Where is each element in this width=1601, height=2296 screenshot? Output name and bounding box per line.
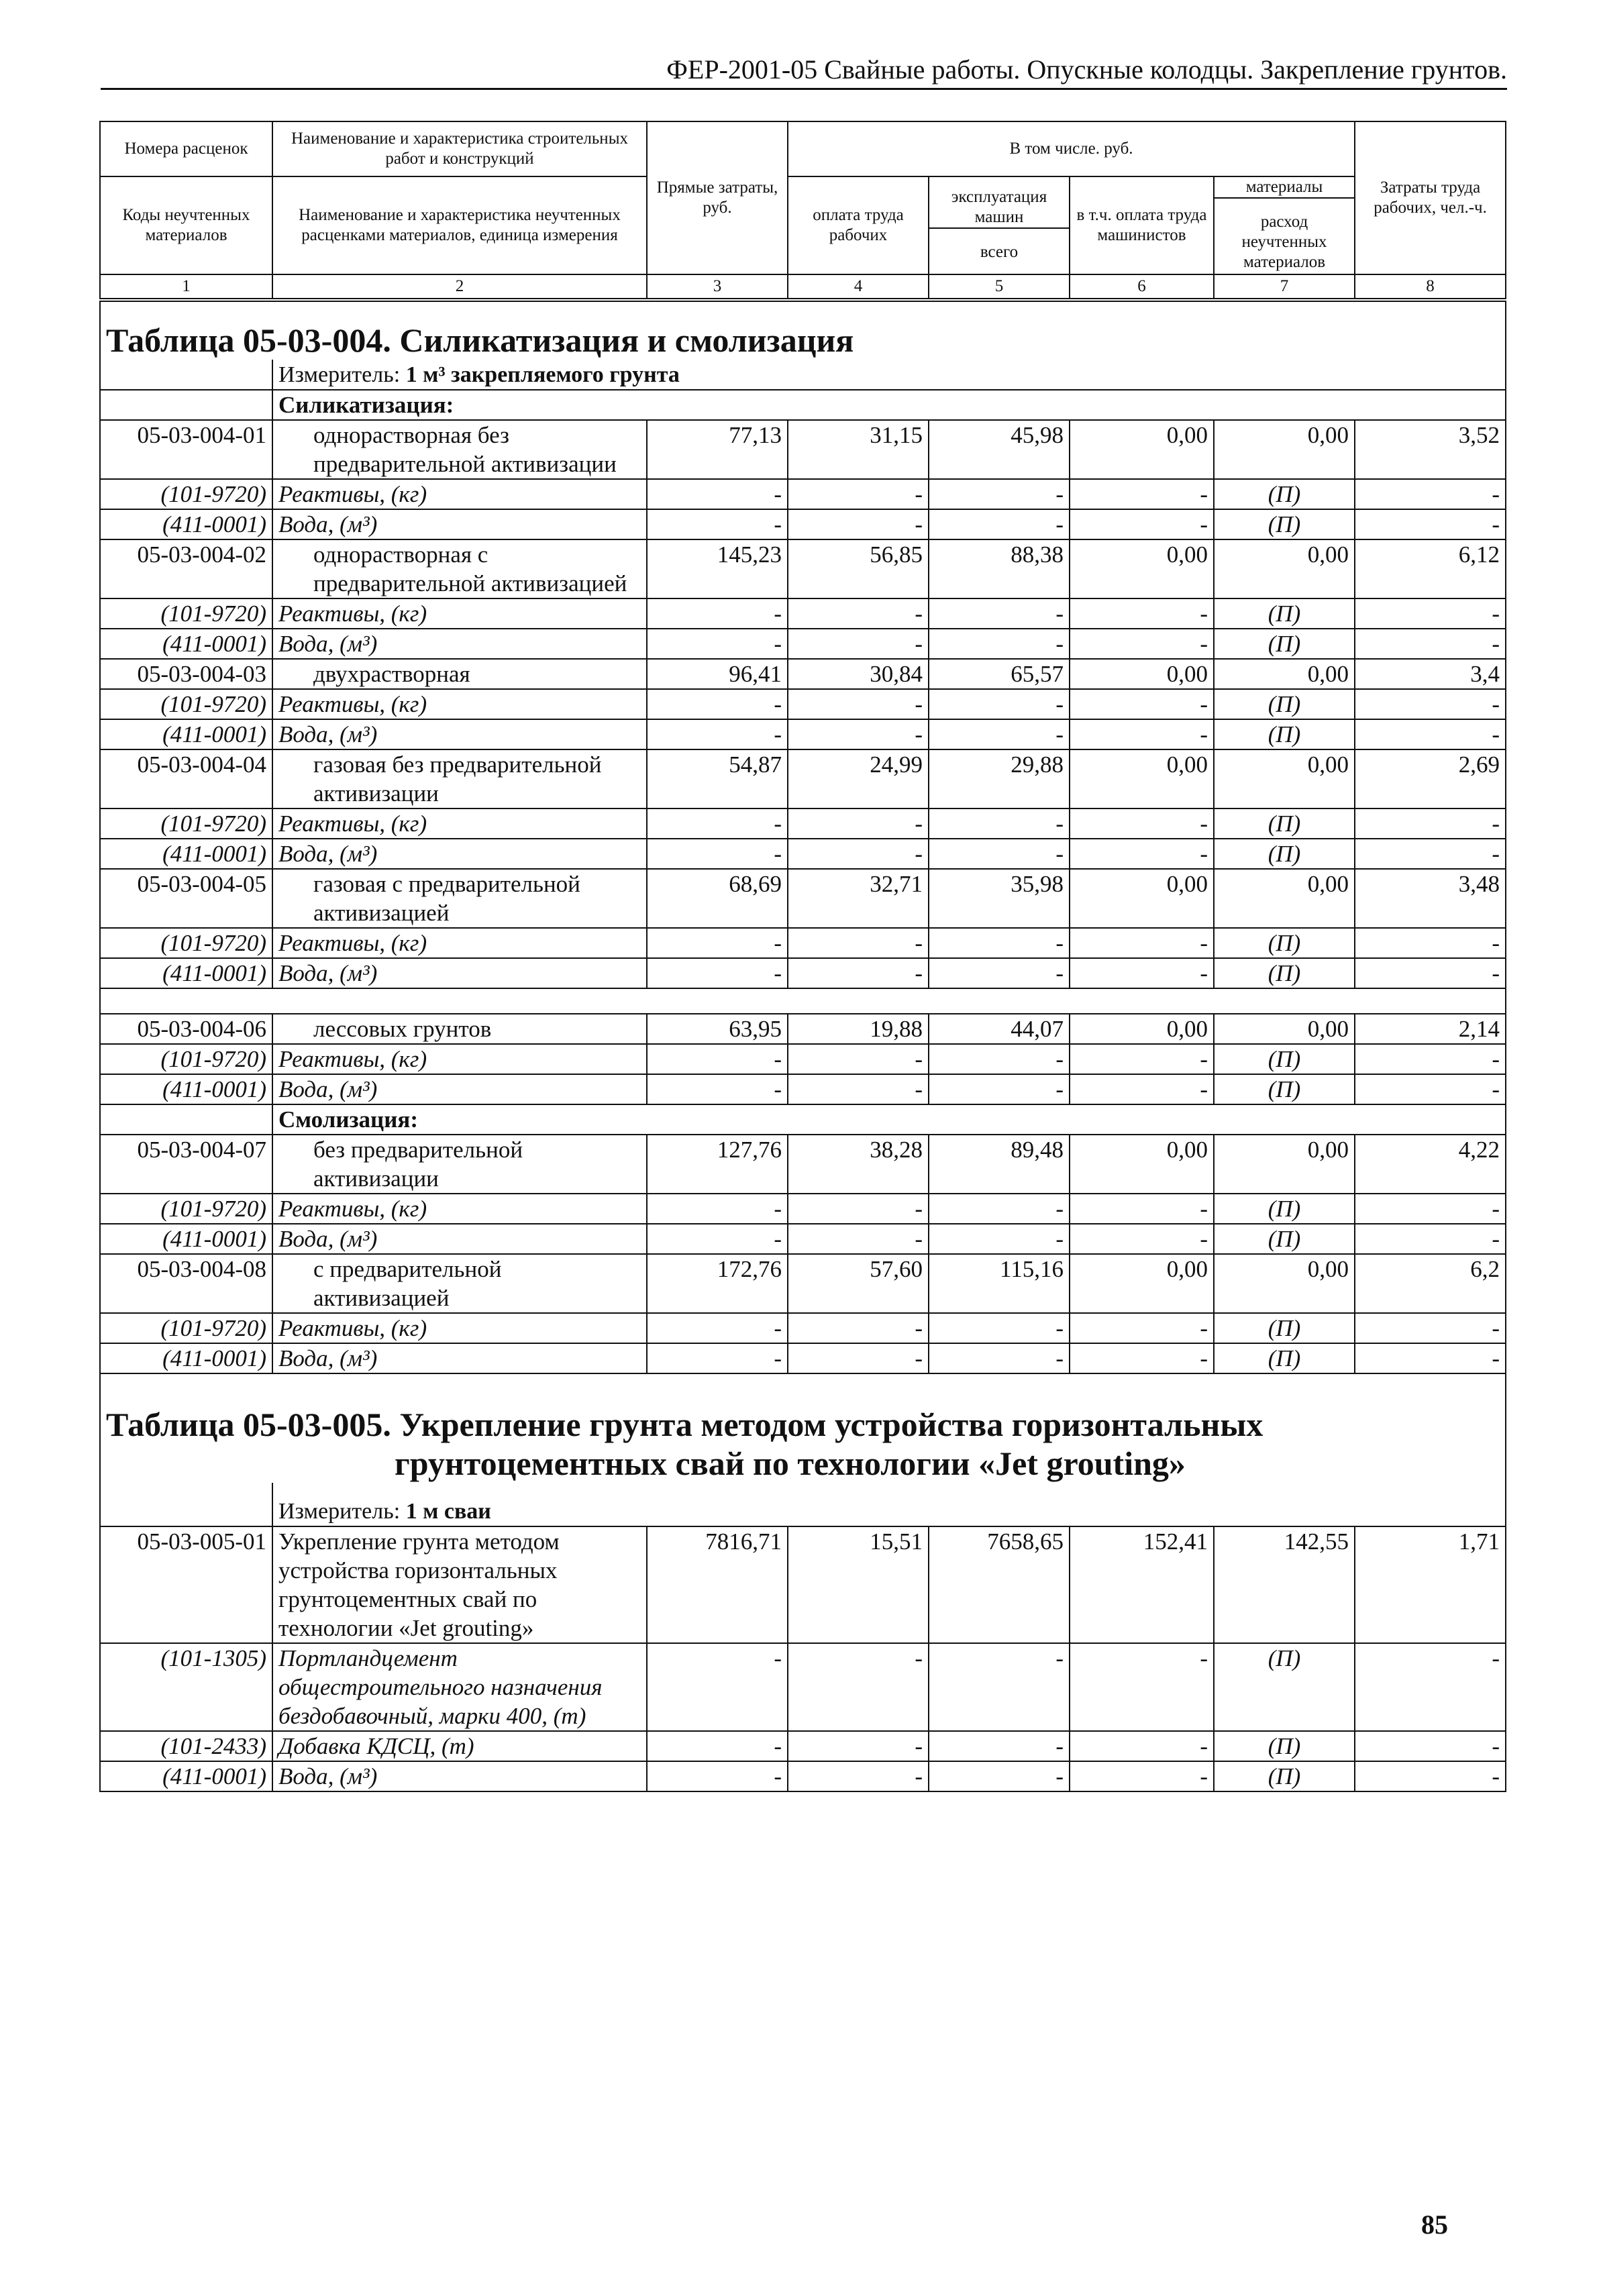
value-cell: 0,00 xyxy=(1214,539,1355,598)
material-code: (411-0001) xyxy=(100,1761,272,1791)
dash-cell: - xyxy=(929,1044,1070,1074)
value-cell: 32,71 xyxy=(788,869,929,928)
dash-cell: - xyxy=(647,1731,788,1761)
dash-cell: - xyxy=(1355,1044,1506,1074)
dash-cell: - xyxy=(647,1343,788,1373)
material-code: (411-0001) xyxy=(100,719,272,749)
value-cell: 0,00 xyxy=(1070,749,1214,808)
dash-cell: - xyxy=(929,1343,1070,1373)
rate-code: 05-03-004-08 xyxy=(100,1254,272,1313)
price-table xyxy=(99,301,1506,1792)
value-cell: 68,69 xyxy=(647,869,788,928)
running-header: ФЕР-2001-05 Свайные работы. Опускные колодцы. Закрепление грунтов. xyxy=(101,54,1507,90)
value-cell: 0,00 xyxy=(1214,659,1355,689)
rate-code: 05-03-004-07 xyxy=(100,1135,272,1194)
dash-cell: - xyxy=(647,1194,788,1224)
value-cell: 0,00 xyxy=(1214,1135,1355,1194)
materials-header: материалы xyxy=(1215,177,1354,199)
p-cell: (П) xyxy=(1214,479,1355,509)
material-code: (101-9720) xyxy=(100,808,272,839)
material-code: (101-9720) xyxy=(100,689,272,719)
group-header: В том числе. руб. xyxy=(788,121,1355,176)
dash-cell: - xyxy=(647,808,788,839)
rate-name: однорастворная без предварительной активизации xyxy=(272,420,647,479)
value-cell: 172,76 xyxy=(647,1254,788,1313)
rate-name: лессовых грунтов xyxy=(272,1014,647,1044)
dash-cell: - xyxy=(1355,958,1506,988)
material-code: (411-0001) xyxy=(100,958,272,988)
dash-cell: - xyxy=(1070,509,1214,539)
dash-cell: - xyxy=(1070,689,1214,719)
dash-cell: - xyxy=(1070,1761,1214,1791)
dash-cell: - xyxy=(929,479,1070,509)
material-name: Вода, (м³) xyxy=(272,958,647,988)
value-cell: 45,98 xyxy=(929,420,1070,479)
p-cell: (П) xyxy=(1214,958,1355,988)
dash-cell: - xyxy=(1070,1044,1214,1074)
value-cell: 57,60 xyxy=(788,1254,929,1313)
dash-cell: - xyxy=(1355,479,1506,509)
dash-cell: - xyxy=(1355,1224,1506,1254)
dash-cell: - xyxy=(1355,1074,1506,1104)
material-name: Вода, (м³) xyxy=(272,509,647,539)
dash-cell: - xyxy=(1355,1731,1506,1761)
material-name: Добавка КДСЦ, (т) xyxy=(272,1731,647,1761)
value-cell: 7816,71 xyxy=(647,1526,788,1643)
dash-cell: - xyxy=(1070,479,1214,509)
rate-name: двухрастворная xyxy=(272,659,647,689)
p-cell: (П) xyxy=(1214,1343,1355,1373)
dash-cell: - xyxy=(929,928,1070,958)
dash-cell: - xyxy=(1070,808,1214,839)
material-name: Вода, (м³) xyxy=(272,629,647,659)
dash-cell: - xyxy=(788,1313,929,1343)
dash-cell: - xyxy=(1355,1313,1506,1343)
material-code: (101-9720) xyxy=(100,1044,272,1074)
dash-cell: - xyxy=(647,689,788,719)
material-name: Портландцемент общестроительного назначения бездобавочный, марки 400, (т) xyxy=(272,1643,647,1731)
dash-cell: - xyxy=(929,719,1070,749)
value-cell: 65,57 xyxy=(929,659,1070,689)
value-cell: 6,2 xyxy=(1355,1254,1506,1313)
dash-cell: - xyxy=(788,509,929,539)
dash-cell: - xyxy=(1070,1731,1214,1761)
dash-cell: - xyxy=(647,1313,788,1343)
p-cell: (П) xyxy=(1214,1194,1355,1224)
dash-cell: - xyxy=(788,1761,929,1791)
dash-cell: - xyxy=(929,839,1070,869)
dash-cell: - xyxy=(929,598,1070,629)
material-code: (411-0001) xyxy=(100,1224,272,1254)
value-cell: 77,13 xyxy=(647,420,788,479)
table2-title-cell xyxy=(100,1373,1506,1483)
dash-cell: - xyxy=(788,1343,929,1373)
material-code: (411-0001) xyxy=(100,629,272,659)
value-cell: 0,00 xyxy=(1070,659,1214,689)
value-cell: 152,41 xyxy=(1070,1526,1214,1643)
material-name: Реактивы, (кг) xyxy=(272,598,647,629)
table2-title-line1: Таблица 05-03-005. Укрепление грунта методом устройства горизонтальных xyxy=(106,1406,1263,1443)
material-name: Реактивы, (кг) xyxy=(272,479,647,509)
dash-cell: - xyxy=(788,1643,929,1731)
p-cell: (П) xyxy=(1214,1643,1355,1731)
dash-cell: - xyxy=(1070,1643,1214,1731)
dash-cell: - xyxy=(1070,1074,1214,1104)
table1-title: Таблица 05-03-004. Силикатизация и смолизация xyxy=(106,321,854,359)
col4-header: оплата труда рабочих xyxy=(788,176,929,274)
value-cell: 0,00 xyxy=(1070,1135,1214,1194)
col8-header: Затраты труда рабочих, чел.-ч. xyxy=(1355,121,1506,274)
value-cell: 4,22 xyxy=(1355,1135,1506,1194)
material-name: Реактивы, (кг) xyxy=(272,1313,647,1343)
p-cell: (П) xyxy=(1214,689,1355,719)
material-code: (101-1305) xyxy=(100,1643,272,1731)
table2-measure: Измеритель: 1 м сваи xyxy=(272,1483,1506,1526)
dash-cell: - xyxy=(788,1731,929,1761)
dash-cell: - xyxy=(1070,839,1214,869)
value-cell: 6,12 xyxy=(1355,539,1506,598)
dash-cell: - xyxy=(788,1224,929,1254)
col3-header: Прямые затраты, руб. xyxy=(647,121,788,274)
rate-name: газовая с предварительной активизацией xyxy=(272,869,647,928)
column-header-table xyxy=(99,121,1506,299)
material-name: Реактивы, (кг) xyxy=(272,689,647,719)
material-code: (411-0001) xyxy=(100,509,272,539)
material-code: (101-9720) xyxy=(100,479,272,509)
col-num-3: 3 xyxy=(647,274,788,299)
value-cell: 30,84 xyxy=(788,659,929,689)
material-code: (101-9720) xyxy=(100,598,272,629)
value-cell: 3,48 xyxy=(1355,869,1506,928)
value-cell: 0,00 xyxy=(1070,869,1214,928)
material-code: (411-0001) xyxy=(100,839,272,869)
dash-cell: - xyxy=(929,958,1070,988)
p-cell: (П) xyxy=(1214,509,1355,539)
dash-cell: - xyxy=(788,958,929,988)
dash-cell: - xyxy=(929,1761,1070,1791)
p-cell: (П) xyxy=(1214,629,1355,659)
material-code: (101-9720) xyxy=(100,1194,272,1224)
dash-cell: - xyxy=(788,689,929,719)
value-cell: 145,23 xyxy=(647,539,788,598)
table2-title-line2: грунтоцементных свай по технологии «Jet grouting» xyxy=(395,1445,1186,1482)
value-cell: 1,71 xyxy=(1355,1526,1506,1643)
dash-cell: - xyxy=(1070,958,1214,988)
material-code: (101-9720) xyxy=(100,1313,272,1343)
col-num-1: 1 xyxy=(100,274,272,299)
value-cell: 24,99 xyxy=(788,749,929,808)
col-num-4: 4 xyxy=(788,274,929,299)
p-cell: (П) xyxy=(1214,1731,1355,1761)
p-cell: (П) xyxy=(1214,808,1355,839)
rate-name: однорастворная с предварительной активизацией xyxy=(272,539,647,598)
col-num-8: 8 xyxy=(1355,274,1506,299)
dash-cell: - xyxy=(647,839,788,869)
p-cell: (П) xyxy=(1214,839,1355,869)
value-cell: 0,00 xyxy=(1070,539,1214,598)
dash-cell: - xyxy=(1355,1194,1506,1224)
dash-cell: - xyxy=(1355,1343,1506,1373)
dash-cell: - xyxy=(647,598,788,629)
dash-cell: - xyxy=(1355,808,1506,839)
dash-cell: - xyxy=(788,719,929,749)
value-cell: 54,87 xyxy=(647,749,788,808)
value-cell: 2,69 xyxy=(1355,749,1506,808)
value-cell: 127,76 xyxy=(647,1135,788,1194)
material-name: Реактивы, (кг) xyxy=(272,1194,647,1224)
p-cell: (П) xyxy=(1214,1224,1355,1254)
rate-code: 05-03-004-06 xyxy=(100,1014,272,1044)
p-cell: (П) xyxy=(1214,1044,1355,1074)
col5-header: эксплуатация машин всего xyxy=(929,176,1070,274)
value-cell: 0,00 xyxy=(1214,1014,1355,1044)
col1-top-header: Номера расценок xyxy=(100,121,272,176)
dash-cell: - xyxy=(788,928,929,958)
material-code: (101-9720) xyxy=(100,928,272,958)
col1-bottom-header: Коды неучтенных материалов xyxy=(100,176,272,274)
dash-cell: - xyxy=(929,629,1070,659)
value-cell: 56,85 xyxy=(788,539,929,598)
material-name: Вода, (м³) xyxy=(272,1224,647,1254)
p-cell: (П) xyxy=(1214,719,1355,749)
material-code: (411-0001) xyxy=(100,1074,272,1104)
p-cell: (П) xyxy=(1214,1074,1355,1104)
group-silicatization: Силикатизация: xyxy=(272,390,1506,420)
col2-bottom-header: Наименование и характеристика неучтенных расценками материалов, единица измерения xyxy=(272,176,647,274)
table1-measure: Измеритель: 1 м³ закрепляемого грунта xyxy=(272,360,1506,390)
dash-cell: - xyxy=(929,689,1070,719)
value-cell: 0,00 xyxy=(1070,1014,1214,1044)
col7-header: материалы расход неучтенных материалов xyxy=(1214,176,1355,274)
material-name: Вода, (м³) xyxy=(272,719,647,749)
dash-cell: - xyxy=(647,1044,788,1074)
material-code: (101-2433) xyxy=(100,1731,272,1761)
dash-cell: - xyxy=(647,1224,788,1254)
rate-code: 05-03-004-05 xyxy=(100,869,272,928)
dash-cell: - xyxy=(1355,719,1506,749)
value-cell: 15,51 xyxy=(788,1526,929,1643)
dash-cell: - xyxy=(647,719,788,749)
dash-cell: - xyxy=(1355,689,1506,719)
dash-cell: - xyxy=(1355,1761,1506,1791)
material-name: Реактивы, (кг) xyxy=(272,1044,647,1074)
dash-cell: - xyxy=(929,1643,1070,1731)
rate-name: с предварительной активизацией xyxy=(272,1254,647,1313)
dash-cell: - xyxy=(788,479,929,509)
page-number: 85 xyxy=(1421,2209,1448,2240)
value-cell: 19,88 xyxy=(788,1014,929,1044)
dash-cell: - xyxy=(647,1643,788,1731)
material-name: Вода, (м³) xyxy=(272,1761,647,1791)
value-cell: 0,00 xyxy=(1214,869,1355,928)
material-name: Реактивы, (кг) xyxy=(272,808,647,839)
dash-cell: - xyxy=(1070,1343,1214,1373)
table1-title-cell xyxy=(100,311,1506,360)
dash-cell: - xyxy=(788,808,929,839)
dash-cell: - xyxy=(647,1074,788,1104)
dash-cell: - xyxy=(1355,598,1506,629)
col-num-5: 5 xyxy=(929,274,1070,299)
rate-code: 05-03-004-02 xyxy=(100,539,272,598)
col-num-2: 2 xyxy=(272,274,647,299)
dash-cell: - xyxy=(1070,629,1214,659)
dash-cell: - xyxy=(788,629,929,659)
dash-cell: - xyxy=(929,1194,1070,1224)
dash-cell: - xyxy=(647,928,788,958)
value-cell: 0,00 xyxy=(1070,1254,1214,1313)
dash-cell: - xyxy=(1355,839,1506,869)
dash-cell: - xyxy=(647,479,788,509)
value-cell: 115,16 xyxy=(929,1254,1070,1313)
dash-cell: - xyxy=(1355,1643,1506,1731)
material-name: Реактивы, (кг) xyxy=(272,928,647,958)
value-cell: 38,28 xyxy=(788,1135,929,1194)
rate-name: газовая без предварительной активизации xyxy=(272,749,647,808)
material-code: (411-0001) xyxy=(100,1343,272,1373)
material-name: Вода, (м³) xyxy=(272,839,647,869)
value-cell: 3,52 xyxy=(1355,420,1506,479)
dash-cell: - xyxy=(1070,928,1214,958)
dash-cell: - xyxy=(647,958,788,988)
dash-cell: - xyxy=(788,598,929,629)
dash-cell: - xyxy=(788,1044,929,1074)
dash-cell: - xyxy=(1070,1194,1214,1224)
p-cell: (П) xyxy=(1214,928,1355,958)
value-cell: 89,48 xyxy=(929,1135,1070,1194)
dash-cell: - xyxy=(1070,719,1214,749)
value-cell: 0,00 xyxy=(1070,420,1214,479)
rate-code: 05-03-004-04 xyxy=(100,749,272,808)
value-cell: 142,55 xyxy=(1214,1526,1355,1643)
p-cell: (П) xyxy=(1214,1313,1355,1343)
dash-cell: - xyxy=(647,1761,788,1791)
value-cell: 88,38 xyxy=(929,539,1070,598)
value-cell: 29,88 xyxy=(929,749,1070,808)
value-cell: 7658,65 xyxy=(929,1526,1070,1643)
p-cell: (П) xyxy=(1214,1761,1355,1791)
dash-cell: - xyxy=(1070,1313,1214,1343)
col2-top-header: Наименование и характеристика строительных работ и конструкций xyxy=(272,121,647,176)
dash-cell: - xyxy=(788,839,929,869)
dash-cell: - xyxy=(929,509,1070,539)
col-num-6: 6 xyxy=(1070,274,1214,299)
dash-cell: - xyxy=(929,1731,1070,1761)
dash-cell: - xyxy=(1355,509,1506,539)
col6-header: в т.ч. оплата труда машинистов xyxy=(1070,176,1214,274)
dash-cell: - xyxy=(929,1074,1070,1104)
value-cell: 0,00 xyxy=(1214,1254,1355,1313)
col-num-7: 7 xyxy=(1214,274,1355,299)
rate-name: без предварительной активизации xyxy=(272,1135,647,1194)
p-cell: (П) xyxy=(1214,598,1355,629)
value-cell: 44,07 xyxy=(929,1014,1070,1044)
value-cell: 3,4 xyxy=(1355,659,1506,689)
material-name: Вода, (м³) xyxy=(272,1074,647,1104)
value-cell: 31,15 xyxy=(788,420,929,479)
rate-code: 05-03-005-01 xyxy=(100,1526,272,1643)
dash-cell: - xyxy=(647,509,788,539)
price-table-body xyxy=(100,301,1506,1791)
dash-cell: - xyxy=(788,1074,929,1104)
dash-cell: - xyxy=(1070,598,1214,629)
dash-cell: - xyxy=(647,629,788,659)
value-cell: 0,00 xyxy=(1214,749,1355,808)
rate-code: 05-03-004-01 xyxy=(100,420,272,479)
rate-code: 05-03-004-03 xyxy=(100,659,272,689)
value-cell: 0,00 xyxy=(1214,420,1355,479)
machines-header: эксплуатация машин xyxy=(929,187,1069,229)
value-cell: 96,41 xyxy=(647,659,788,689)
value-cell: 2,14 xyxy=(1355,1014,1506,1044)
rate-name: Укрепление грунта методом устройства горизонтальных грунтоцементных свай по технологии «Jet grouting» xyxy=(272,1526,647,1643)
dash-cell: - xyxy=(788,1194,929,1224)
dash-cell: - xyxy=(929,1224,1070,1254)
dash-cell: - xyxy=(1355,928,1506,958)
dash-cell: - xyxy=(1355,629,1506,659)
material-name: Вода, (м³) xyxy=(272,1343,647,1373)
value-cell: 35,98 xyxy=(929,869,1070,928)
group-resinization: Смолизация: xyxy=(272,1104,1506,1135)
dash-cell: - xyxy=(929,808,1070,839)
dash-cell: - xyxy=(1070,1224,1214,1254)
value-cell: 63,95 xyxy=(647,1014,788,1044)
dash-cell: - xyxy=(929,1313,1070,1343)
